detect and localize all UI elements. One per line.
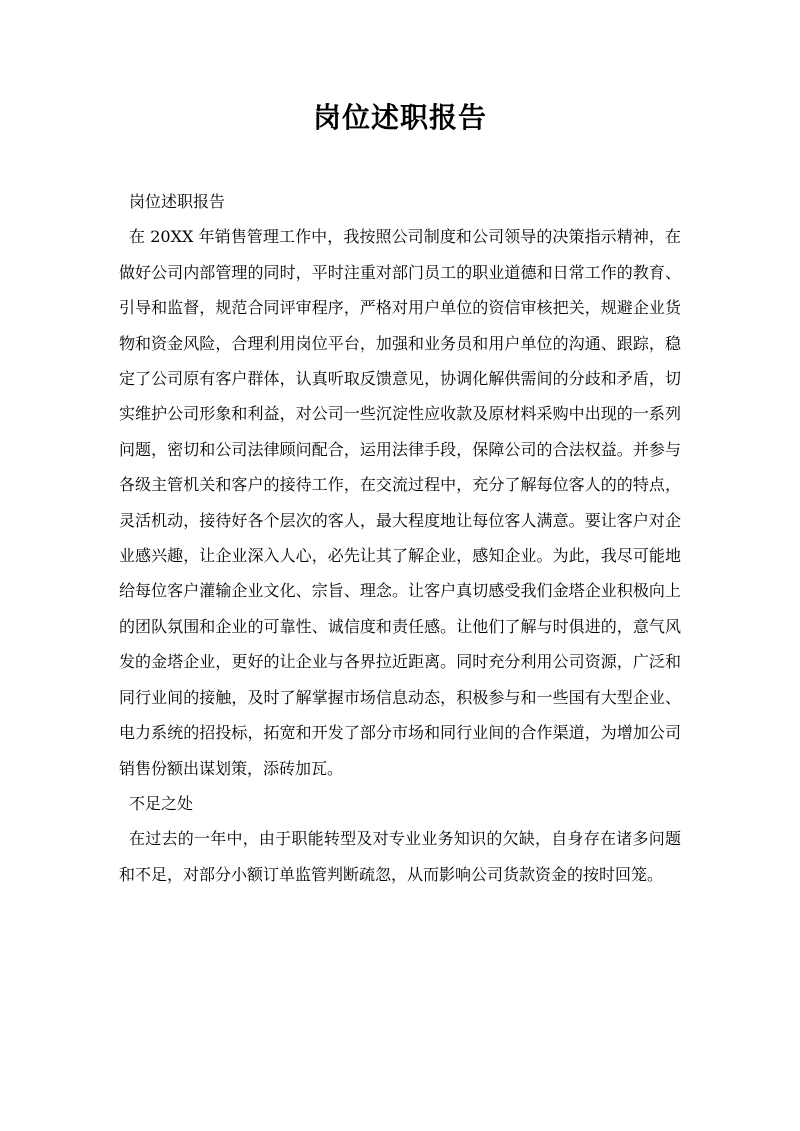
- document-title: 岗位述职报告: [312, 101, 487, 134]
- section-heading-paragraph: 不足之处: [129, 793, 194, 813]
- section-heading-paragraph: 岗位述职报告: [129, 192, 226, 211]
- body-paragraph: 在过去的一年中，由于职能转型及对专业业务知识的欠缺，自身存在诸多问题和不足，对部分小额订单监管判断疏忽，从而影响公司货款资金的按时回笼。: [119, 829, 681, 884]
- document-body: [119, 184, 681, 892]
- body-paragraph: 在 20XX 年销售管理工作中，我按照公司制度和公司领导的决策指示精神，在做好公司内部管理的同时，平时注重对部门员工的职业道德和日常工作的教育、引导和监督，规范合同评审程序，严格对用户单位的资信审核把关，规避企业货物和资金风险，合理利用岗位平台，加强和业务员和用户单位的沟通、跟踪，稳定了公司原有客户群体，认真听取反馈意见，协调化解供需间的分歧和矛盾，切实维护公司形象和利益，对公司一些沉淀性应收款及原材料采购中出现的一系列问题，密切和公司法律顾问配合，运用法律手段，保障公司的合法权益。并参与各级主管机关和客户的接待工作，在交流过程中，充分了解每位客人的的特点，灵活机动，接待好各个层次的客人，最大程度地让每位客人满意。要让客户对企业感兴趣，让企业深入人心，必先让其了解企业，感知企业。为此，我尽可能地给每位客户灌输企业文化、宗旨、理念。让客户真切感受我们金塔企业积极向上的团队氛围和企业的可靠性、诚信度和责任感。让他们了解与时俱进的，意气风发的金塔企业，更好的让企业与各界拉近距离。同时充分利用公司资源，广泛和同行业间的接触，及时了解掌握市场信息动态，积极参与和一些国有大型企业、电力系统的招投标，拓宽和开发了部分市场和同行业间的合作渠道，为增加公司销售份额出谋划策，添砖加瓦。: [119, 227, 681, 778]
